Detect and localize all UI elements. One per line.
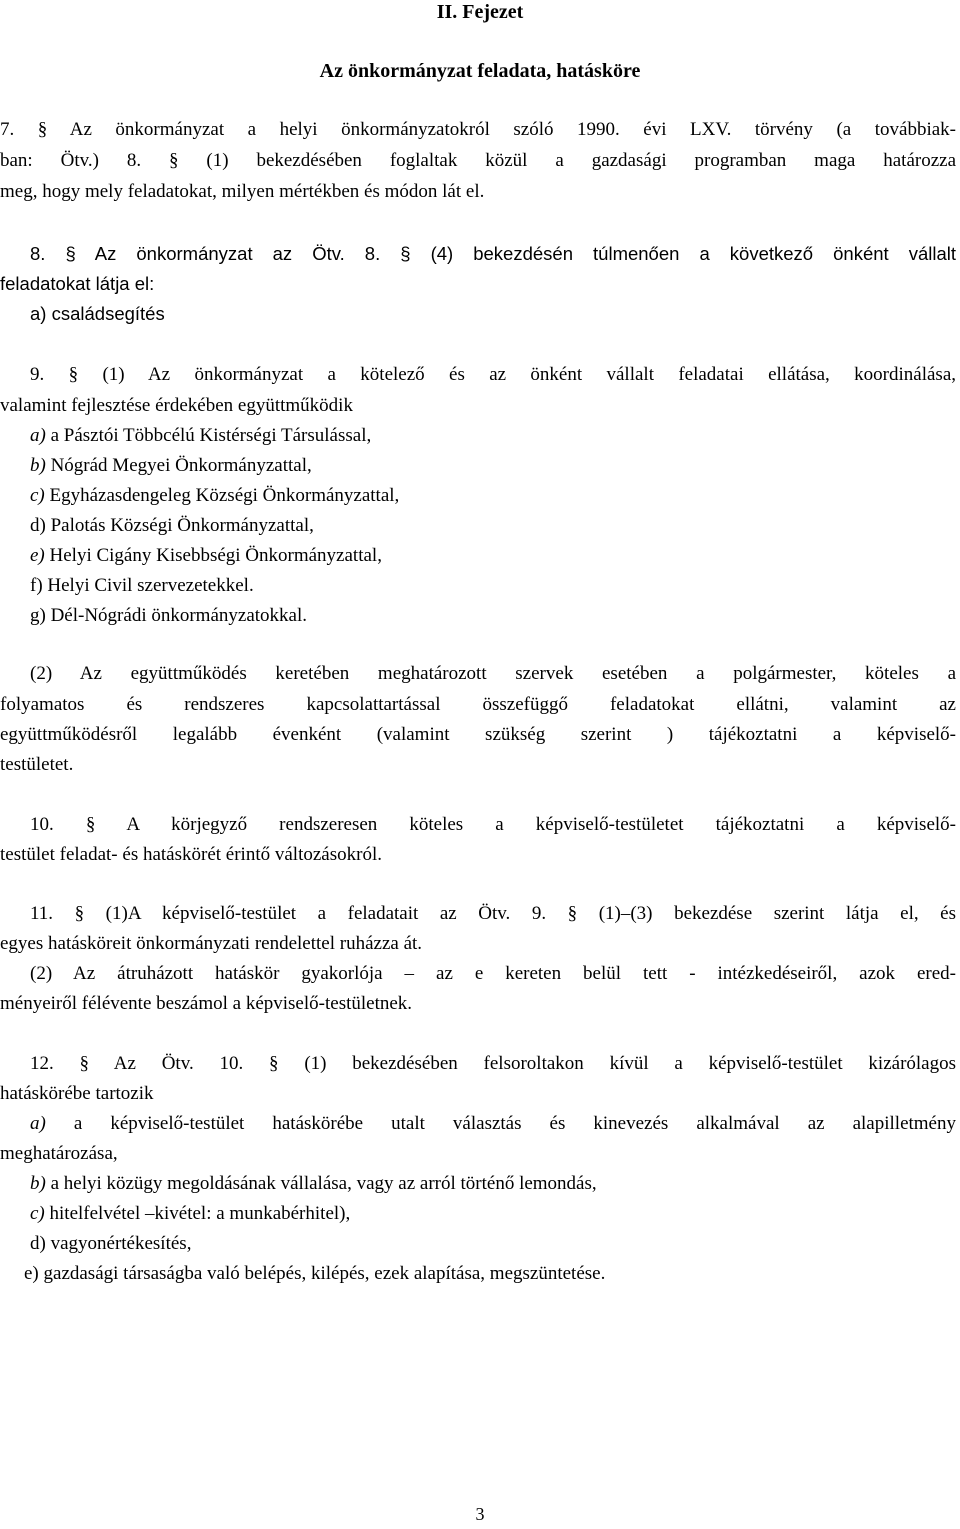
section-7-line-3: meg, hogy mely feladatokat, milyen mértékben és módon lát el. <box>0 181 485 202</box>
chapter-title: II. Fejezet <box>436 1 524 23</box>
section-12-item-e: e) gazdasági társaságba való belépés, kilépés, ezek alapítása, megszüntetése. <box>24 1263 606 1284</box>
section-7-line-2: ban: Ötv.) 8. § (1) bekezdésében foglaltak közül a gazdasági programban maga határozza <box>0 150 956 171</box>
chapter-heading: Az önkormányzat feladata, hatásköre <box>319 60 641 82</box>
section-9-para-2-line-3: együttműködésről legalább évenként (valamint szükség szerint ) tájékoztatni a képviselő- <box>0 724 956 745</box>
section-9-para-2-line-1: (2) Az együttműködés keretében meghatározott szervek esetében a polgármester, köteles a <box>30 663 956 684</box>
section-12-item-a-cont: meghatározása, <box>0 1143 118 1164</box>
section-12-item-b: b) a helyi közügy megoldásának vállalása, vagy az arról történő lemondás, <box>30 1173 597 1194</box>
section-7-line-1: 7. § Az önkormányzat a helyi önkormányzatokról szóló 1990. évi LXV. törvény (a továbbiak- <box>0 119 956 140</box>
section-9-line-1: 9. § (1) Az önkormányzat a kötelező és az önként vállalt feladatai ellátása, koordinálása, <box>30 364 956 385</box>
section-8-line-1: 8. § Az önkormányzat az Ötv. 8. § (4) bekezdésén túlmenően a következő önként vállalt <box>30 243 956 264</box>
list-item: b) Nógrád Megyei Önkormányzattal, <box>30 455 312 476</box>
section-12-line-2: hatáskörébe tartozik <box>0 1083 154 1104</box>
section-12-item-a: a) a képviselő-testület hatáskörébe utalt választás és kinevezés alkalmával az alapilletmény <box>30 1113 956 1134</box>
section-12-line-1: 12. § Az Ötv. 10. § (1) bekezdésében felsoroltakon kívül a képviselő-testület kizárólagos <box>30 1053 956 1074</box>
list-item: a) a Pásztói Többcélú Kistérségi Társulással, <box>30 425 372 446</box>
section-12-item-d: d) vagyonértékesítés, <box>30 1233 192 1254</box>
section-10-line-1: 10. § A körjegyző rendszeresen köteles a képviselő-testületet tájékoztatni a képviselő- <box>30 814 956 835</box>
section-11-line-4: ményeiről félévente beszámol a képviselő-testületnek. <box>0 993 413 1014</box>
list-item: g) Dél-Nógrádi önkormányzatokkal. <box>30 605 307 626</box>
section-8-item-a: a) családsegítés <box>30 303 165 324</box>
section-9-para-2-line-2: folyamatos és rendszeres kapcsolattartással összefüggő feladatokat ellátni, valamint az <box>0 694 956 715</box>
list-item: c) Egyházasdengeleg Községi Önkormányzattal, <box>30 485 400 506</box>
section-12-item-c: c) hitelfelvétel –kivétel: a munkabérhitel), <box>30 1203 351 1224</box>
section-11-line-3: (2) Az átruházott hatáskör gyakorlója – az e kereten belül tett - intézkedéseiről, azok ered- <box>30 963 956 984</box>
section-11-line-2: egyes hatásköreit önkormányzati rendelettel ruházza át. <box>0 933 423 954</box>
list-item: e) Helyi Cigány Kisebbségi Önkormányzattal, <box>30 545 382 566</box>
section-9-para-2-line-4: testületet. <box>0 754 74 775</box>
list-item: f) Helyi Civil szervezetekkel. <box>30 575 254 596</box>
section-11-line-1: 11. § (1)A képviselő-testület a feladatait az Ötv. 9. § (1)–(3) bekezdése szerint látja el, és <box>30 903 956 924</box>
page-number: 3 <box>475 1504 485 1524</box>
list-item: d) Palotás Községi Önkormányzattal, <box>30 515 314 536</box>
section-9-line-2: valamint fejlesztése érdekében együttműködik <box>0 395 353 416</box>
section-10-line-2: testület feladat- és hatáskörét érintő változásokról. <box>0 844 382 865</box>
section-8-line-2: feladatokat látja el: <box>0 273 155 294</box>
